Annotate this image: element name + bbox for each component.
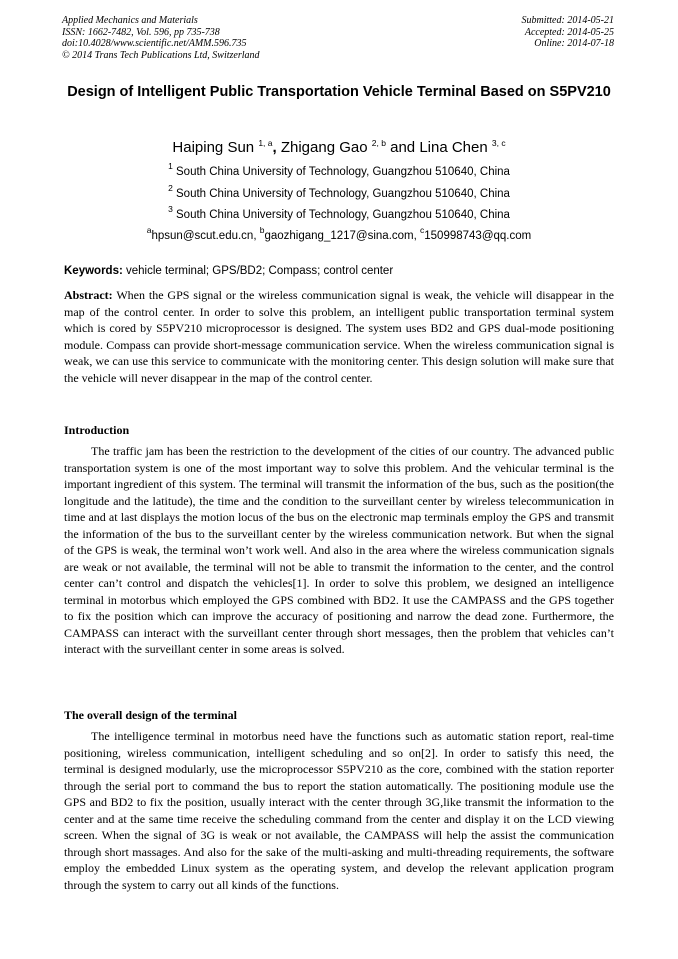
email-address[interactable]: hpsun@scut.edu.cn, <box>151 230 257 242</box>
journal-doi[interactable]: doi:10.4028/www.scientific.net/AMM.596.735 <box>62 38 247 49</box>
email-marker: a <box>146 225 152 235</box>
paper-title: Design of Intelligent Public Transportation Vehicle Terminal Based on S5PV210 <box>67 84 611 100</box>
overall-design-paragraph: The intelligence terminal in motorbus need have the functions such as automatic station report, real-time positioning, wireless communication, intelligent scheduling and so on[2]. In order to satisfy this need, the terminal is designed modularly, use the microprocessor S5PV210 as the core, combined with the station reporter through the serial port to command the bus to report the station automatically. The positioning module use the GPS and BD2 to fix the position, usually interact with the center through 3G,like transmit the information to the center and at the same time receive the scheduling command from the center and display it on the LCD viewing screen. When the signal of 3G is weak or not available, the CAMPASS will help the assist the communication through short massages. And also for the sake of the multi-asking and multi-threading requirements, the software employ the embedded Linux system as the operating system, and develop the relevant application program through the system to carry out all kinds of the functions. <box>64 729 614 892</box>
introduction-paragraph: The traffic jam has been the restriction to the development of the cities of our country. The advanced public transportation system is one of the most important way to solve this problem. And the vehicular terminal is the important ingredient of this system. The terminal will transmit the information of the bus, such as the position(the longitude and the latitude), the time and the condition to the surveillant center by wireless telecommunication in time and at last displays the motion locus of the bus on the electronic map terminals employ the GPS and transmit the information of the bus to the surveillant center by the wireless communication network. But when the signal of the GPS is weak, the terminal won’t work well. And also in the area where the wireless communication signals are weak or not available, the terminal will not be able to transmit the information to the center, and the control center can’t control and dispatch the vehicles[1]. In order to solve this problem, we designed an intelligence terminal in motorbus which employed the GPS combined with BD2. It use the CAMPASS and the GPS together to fix the position which can improve the accuracy of positioning and narrow the dead zone. Furthermore, the CAMPASS can interact with the surveillant center through short messages, then the problem that vehicles can’t interact with the surveillant center in some areas is solved. <box>64 444 614 656</box>
section-heading-overall-design: The overall design of the terminal <box>64 708 237 722</box>
author-emails <box>62 225 616 243</box>
affiliation <box>62 183 616 201</box>
author-affiliation-marker: 1, a <box>258 138 273 148</box>
author-separator: and <box>385 139 416 156</box>
author-name: Zhigang Gao <box>280 139 368 156</box>
affiliation-marker: 1 <box>168 161 173 171</box>
affiliation-marker: 3 <box>168 204 173 214</box>
keywords-label: Keywords: <box>64 265 123 277</box>
affiliation <box>62 161 616 179</box>
affiliation-text: South China University of Technology, Guangzhou 510640, China <box>176 209 510 221</box>
email-marker: c <box>420 225 425 235</box>
journal-name: Applied Mechanics and Materials <box>62 15 198 26</box>
section-heading-introduction: Introduction <box>64 423 130 437</box>
submitted-date: Submitted: 2014-05-21 <box>521 15 614 26</box>
author-separator: , <box>272 139 277 156</box>
author-affiliation-marker: 2, b <box>371 138 386 148</box>
author-name: Lina Chen <box>419 139 488 156</box>
abstract-label: Abstract: <box>64 288 113 302</box>
email-address[interactable]: 150998743@qq.com <box>424 230 532 242</box>
journal-copyright: © 2014 Trans Tech Publications Ltd, Switzerland <box>62 49 260 61</box>
abstract-text: When the GPS signal or the wireless communication signal is weak, the vehicle will disappear in the map of the control center. In order to solve this problem, an intelligent public transportation terminal system which is cored by S5PV210 microprocessor is designed. The system uses BD2 and GPS dual-mode positioning module. Compass can provide short-message communication service. When the wireless communication signal is weak, we can use this service to communicate with the monitoring center. This design solution will make sure that the vehicle will never disappear in the map of the control center. <box>64 288 614 385</box>
accepted-date: Accepted: 2014-05-25 <box>524 26 614 38</box>
publication-dates <box>522 15 615 50</box>
affiliation-text: South China University of Technology, Guangzhou 510640, China <box>176 188 510 200</box>
author-name: Haiping Sun <box>172 139 255 156</box>
keywords <box>64 264 393 278</box>
email-marker: b <box>259 225 265 235</box>
author-list <box>62 138 616 158</box>
affiliation <box>62 204 616 222</box>
affiliation-text: South China University of Technology, Guangzhou 510640, China <box>176 166 510 178</box>
email-address[interactable]: gaozhigang_1217@sina.com, <box>264 230 417 242</box>
abstract <box>64 287 614 386</box>
author-affiliation-marker: 3, c <box>491 138 506 148</box>
keywords-text: vehicle terminal; GPS/BD2; Compass; control center <box>126 265 394 277</box>
journal-issn: ISSN: 1662-7482, Vol. 596, pp 735-738 <box>62 26 220 38</box>
affiliation-marker: 2 <box>168 183 173 193</box>
online-date: Online: 2014-07-18 <box>534 38 614 49</box>
journal-info <box>62 15 260 61</box>
